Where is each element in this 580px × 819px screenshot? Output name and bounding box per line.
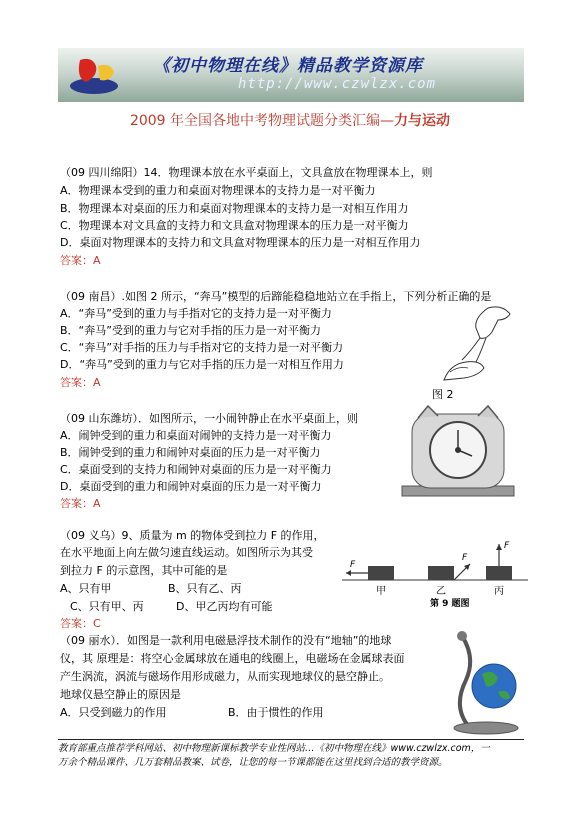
label-jia: 甲	[376, 586, 386, 597]
force-label-bing: F	[504, 541, 510, 551]
q5-stem-line-2: 仪，其 原理是：将空心金属球放在通电的线圈上，电磁场在金属球表面	[60, 652, 405, 665]
q4-stem-line-1: （09 义乌）9、质量为 m 的物体受到拉力 F 的作用，	[60, 529, 325, 542]
q3-answer: 答案：A	[60, 497, 101, 510]
q4-answer: 答案：C	[60, 617, 101, 630]
levitating-globe-figure	[446, 628, 524, 736]
q1-stem: （09 四川绵阳）14．物理课本放在水平桌面上，文具盒放在物理课本上，则	[60, 166, 433, 179]
page-title	[0, 110, 580, 130]
force-label-jia: F	[350, 560, 356, 570]
footer-divider	[58, 739, 524, 740]
q5-option-a: A．只受到磁力的作用	[60, 706, 167, 719]
banner-title: 《初中物理在线》精品教学资源库	[153, 56, 423, 76]
header-banner	[58, 48, 524, 102]
q2-stem: （09 南昌）.如图 2 所示，“奔马”模型的后蹄能稳稳地站立在手指上，下列分析正确的是	[60, 290, 492, 303]
q4-stem-line-3: 到拉力 F 的示意图，其中可能的是	[60, 564, 228, 577]
q4-option-b: B、只有乙、丙	[168, 582, 242, 595]
banner-url[interactable]: http://www.czwlzx.com	[238, 76, 437, 92]
q2-option-d: D．“奔马”受到的重力与它对手指的压力是一对相互作用力	[60, 358, 344, 371]
alarm-clock-figure	[398, 400, 518, 500]
force-diagram-figure	[340, 538, 530, 608]
title-dash: —	[380, 113, 395, 129]
q2-option-c: C．“奔马”对手指的压力与手指对它的支持力是一对平衡力	[60, 341, 344, 354]
q1-option-c: C．物理课本对文具盒的支持力和文具盒对物理课本的压力是一对平衡力	[60, 219, 409, 232]
q3-option-d: D．桌面受到的重力和闹钟对桌面的压力是一对平衡力	[60, 480, 322, 493]
q3-option-a: A．闹钟受到的重力和桌面对闹钟的支持力是一对平衡力	[60, 429, 332, 442]
q1-option-d: D．桌面对物理课本的支持力和文具盒对物理课本的压力是一对相互作用力	[60, 236, 421, 249]
q1-option-b: B．物理课本对桌面的压力和桌面对物理课本的支持力是一对相互作用力	[60, 202, 409, 215]
q3-stem: （09 山东潍坊）．如图所示，一小闹钟静止在水平桌面上，则	[60, 412, 358, 425]
force-label-yi: F	[462, 553, 468, 563]
q4-figure-caption: 第 9 题图	[430, 599, 470, 608]
horse-on-finger-figure	[440, 302, 520, 384]
q3-option-c: C．桌面受到的支持力和闹钟对桌面的压力是一对平衡力	[60, 463, 332, 476]
q4-option-c: C、只有甲、丙	[70, 600, 144, 613]
q5-stem-line-3: 产生涡流，涡流与磁场作用形成磁力，从而实现地球仪的悬空静止。	[60, 670, 390, 683]
q1-option-a: A．物理课本受到的重力和桌面对物理课本的支持力是一对平衡力	[60, 184, 376, 197]
q2-figure-caption: 图 2	[432, 388, 454, 401]
q2-answer: 答案：A	[60, 376, 101, 389]
label-yi: 乙	[436, 586, 446, 597]
footer-line-2: 万余个精品课件、几万套精品教案、试卷，让您的每一节课都能在这里找到合适的教学资源。	[58, 757, 448, 768]
label-bing: 丙	[494, 586, 504, 597]
title-topic: 力与运动	[394, 113, 451, 129]
logo-icon	[66, 52, 124, 98]
q5-stem-line-1: （09 丽水）．如图是一款利用电磁悬浮技术制作的没有“地轴”的地球	[60, 634, 392, 647]
q4-option-a: A、只有甲	[60, 582, 112, 595]
q4-stem-line-2: 在水平地面上向左做匀速直线运动。如图所示为其受	[60, 546, 313, 559]
q2-option-b: B．“奔马”受到的重力与它对手指的压力是一对平衡力	[60, 324, 321, 337]
q2-option-a: A．“奔马”受到的重力与手指对它的支持力是一对平衡力	[60, 307, 332, 320]
q1-answer: 答案：A	[60, 254, 101, 267]
q3-option-b: B．闹钟受到的重力和闹钟对桌面的压力是一对平衡力	[60, 446, 321, 459]
footer-line-1: 教育部重点推荐学科网站、初中物理新课标教学专业性网站…《初中物理在线》www.czwlzx.com，一	[58, 743, 490, 754]
q4-option-d: D、甲乙丙均有可能	[176, 600, 273, 613]
q5-option-b: B．由于惯性的作用	[228, 706, 324, 719]
q5-stem-line-4: 地球仪悬空静止的原因是	[60, 688, 181, 701]
title-prefix: 2009 年全国各地中考物理试题分类汇编	[129, 113, 381, 129]
